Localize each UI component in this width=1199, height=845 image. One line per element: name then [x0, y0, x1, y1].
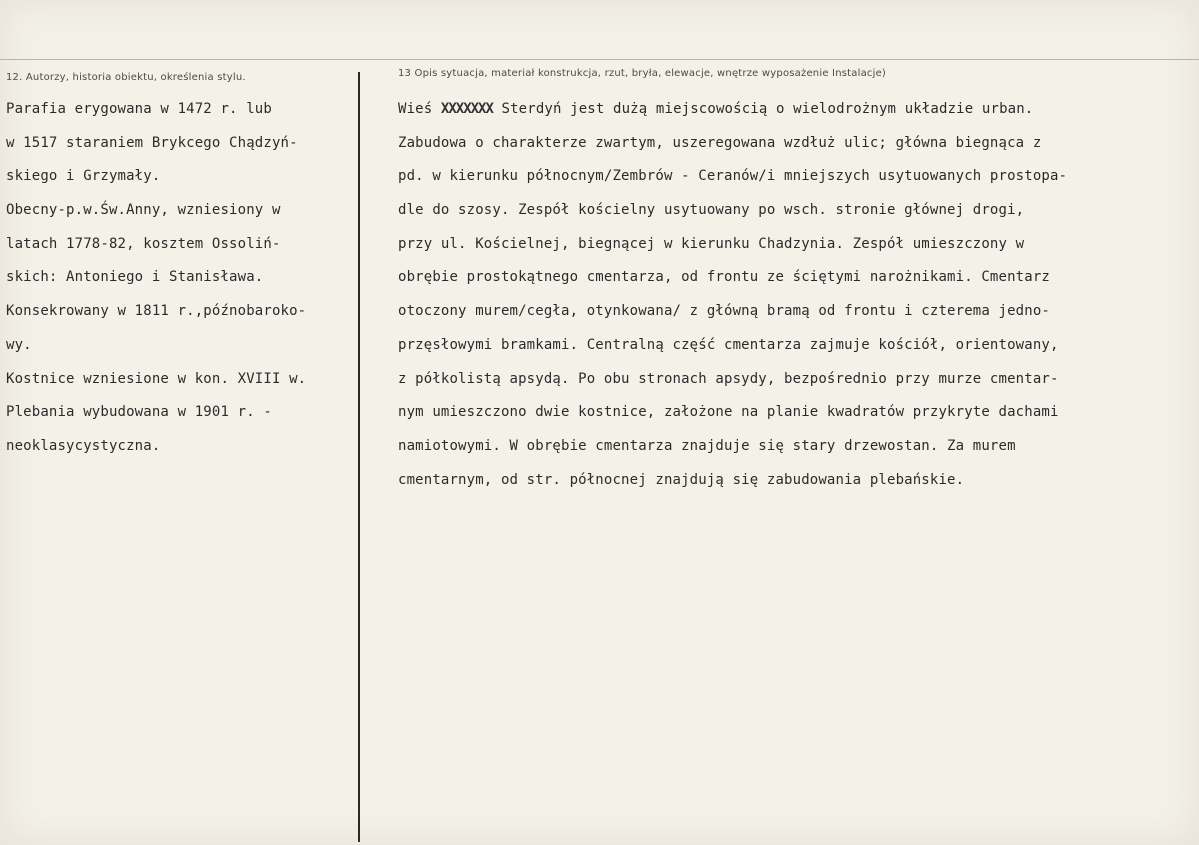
- history-line: Plebania wybudowana w 1901 r. -: [6, 404, 272, 421]
- description-line: dle do szosy. Zespół kościelny usytuowany po wsch. stronie głównej drogi,: [398, 202, 1025, 219]
- description-line: otoczony murem/cegła, otynkowana/ z główną bramą od frontu i czterema jedno-: [398, 303, 1050, 320]
- history-line: Kostnice wzniesione w kon. XVIII w.: [6, 370, 307, 387]
- column-divider: [358, 72, 360, 842]
- history-line: Parafia erygowana w 1472 r. lub: [6, 101, 272, 117]
- history-line: wy.: [6, 336, 32, 353]
- description-line: cmentarnym, od str. północnej znajdują się zabudowania plebańskie.: [398, 471, 965, 488]
- description-line: nym umieszczono dwie kostnice, założone na planie kwadratów przykryte dachami: [398, 404, 1059, 421]
- description-line: przęsłowymi bramkami. Centralną część cmentarza zajmuje kościół, orientowany,: [398, 336, 1059, 353]
- history-line: latach 1778-82, kosztem Ossoliń-: [6, 235, 281, 252]
- first-line-prefix: Wieś: [398, 101, 441, 117]
- top-rule: [0, 59, 1199, 60]
- first-line-rest: Sterdyń jest dużą miejscowością o wielodrożnym układzie urban.: [492, 101, 1034, 117]
- description-line: z półkolistą apsydą. Po obu stronach apsydy, bezpośrednio przy murze cmentar-: [398, 370, 1059, 387]
- description-line: Zabudowa o charakterze zwartym, uszeregowana wzdłuż ulic; główna biegnąca z: [398, 134, 1042, 151]
- description-column: [398, 93, 1188, 497]
- history-line: Obecny-p.w.Św.Anny, wzniesiony w: [6, 202, 281, 219]
- history-line: skiego i Grzymały.: [6, 168, 161, 185]
- description-first-line: [398, 93, 1188, 127]
- description-line: namiotowymi. W obrębie cmentarza znajduje się stary drzewostan. Za murem: [398, 437, 1016, 454]
- history-line: neoklasycystyczna.: [6, 437, 161, 454]
- description-line: pd. w kierunku północnym/Zembrów - Ceranów/i mniejszych usytuowanych prostopa-: [398, 168, 1068, 185]
- history-line: skich: Antoniego i Stanisława.: [6, 269, 264, 286]
- description-line: przy ul. Kościelnej, biegnącej w kierunku Chadzynia. Zespół umieszczony w: [398, 235, 1025, 252]
- history-line: Konsekrowany w 1811 r.,późnobaroko-: [6, 303, 307, 320]
- section-12-header: 12. Autorzy, historia obiektu, określenia stylu.: [6, 72, 246, 83]
- section-13-header: 13 Opis sytuacja, materiał konstrukcja, rzut, bryła, elewacje, wnętrze wyposażenie Instalacje): [398, 68, 887, 79]
- history-column: [6, 93, 356, 464]
- description-line: obrębie prostokątnego cmentarza, od frontu ze ściętymi narożnikami. Cmentarz: [398, 269, 1050, 286]
- history-line: w 1517 staraniem Brykcego Chądzyń-: [6, 134, 298, 151]
- struck-out-text: XXXXXXX: [440, 101, 493, 117]
